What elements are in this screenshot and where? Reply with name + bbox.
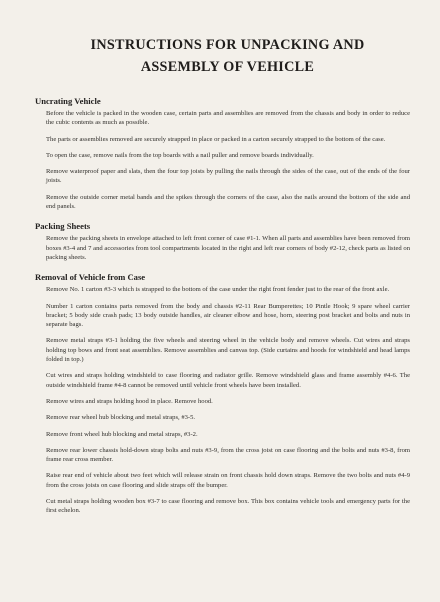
- paragraph: Remove waterproof paper and slats, then the four top joists by pulling the nails through the sides of the case, out of the ends of the four joists.: [46, 168, 410, 185]
- section-heading: Removal of Vehicle from Case: [35, 272, 146, 283]
- page-title-line-1: INSTRUCTIONS FOR UNPACKING AND: [90, 37, 365, 53]
- paragraph: Before the vehicle is packed in the wooden case, certain parts and assemblies are removed from the chassis and body in order to reduce the cubic contents as much as possible.: [46, 110, 410, 127]
- paragraph: Remove metal straps #3-1 holding the five wheels and steering wheel in the vehicle body and remove wheels. Cut wires and straps holding top bows and front seat assemblies. Remove assemblies and canvas top. (Side curtains and hoods for windshield and head lamps folded in top.): [46, 337, 410, 364]
- paragraph: Remove rear wheel hub blocking and metal straps, #3-5.: [46, 414, 196, 422]
- paragraph: Cut metal straps holding wooden box #3-7 to case flooring and remove box. This box contains vehicle tools and emergency parts for the first echelon.: [46, 498, 410, 515]
- paragraph: Remove the packing sheets in envelope attached to left front corner of case #1-1. When all parts and assemblies have been removed from boxes #3-4 and 7 and accessories from tool compartments located in the right and left rear corners of body #2-12, check parts as listed on packing sheets.: [46, 235, 410, 261]
- paragraph: To open the case, remove nails from the top boards with a nail puller and remove boards individually.: [46, 151, 314, 159]
- page-title-line-2: ASSEMBLY OF VEHICLE: [140, 59, 315, 75]
- section-heading: Uncrating Vehicle: [35, 96, 101, 106]
- paragraph: Remove the outside corner metal bands and the spikes through the corners of the case, also the nails around the bottom of the side and end panels.: [46, 193, 410, 211]
- paragraph: The parts or assemblies removed are securely strapped in place or packed in a carton securely strapped to the bottom of the case.: [46, 135, 386, 143]
- paragraph: Remove rear lower chassis hold-down strap bolts and nuts #3-9, from the cross joist on case flooring and the bolts and nuts #3-8, from frame rear cross member.: [46, 446, 410, 464]
- page-title: [45, 34, 410, 78]
- section-uncrating-vehicle: [35, 96, 410, 211]
- paragraph: Remove front wheel hub blocking and metal straps, #3-2.: [46, 430, 198, 438]
- paragraph: Number 1 carton contains parts removed from the body and chassis #2-11 Rear Bumperettes; 10 Pintle Hook; 9 spare wheel carrier bracket; 5 body side crash pads; 13 body outside handles, air cleaner elbow and hose, horn, steering post bracket and bolts and nuts in separate bags.: [46, 302, 410, 329]
- paragraph: Raise rear end of vehicle about two feet which will release strain on front chassis hold down straps. Remove the two bolts and nuts #4-9 from the cross joists on case flooring and slide straps off the bumper.: [46, 472, 410, 489]
- paragraph: Remove No. 1 carton #3-3 which is strapped to the bottom of the case under the right front fender just to the rear of the front axle.: [46, 286, 390, 294]
- paragraph: Cut wires and straps holding windshield to case flooring and radiator grille. Remove windshield glass and frame assembly #4-6. The outside windshield frame #4-8 cannot be removed until vehicle front wheels have been installed.: [46, 372, 410, 389]
- paragraph: Remove wires and straps holding hood in place. Remove hood.: [46, 397, 213, 405]
- section-packing-sheets: [35, 221, 410, 262]
- section-removal-of-vehicle: [35, 272, 410, 515]
- section-heading: Packing Sheets: [35, 221, 91, 232]
